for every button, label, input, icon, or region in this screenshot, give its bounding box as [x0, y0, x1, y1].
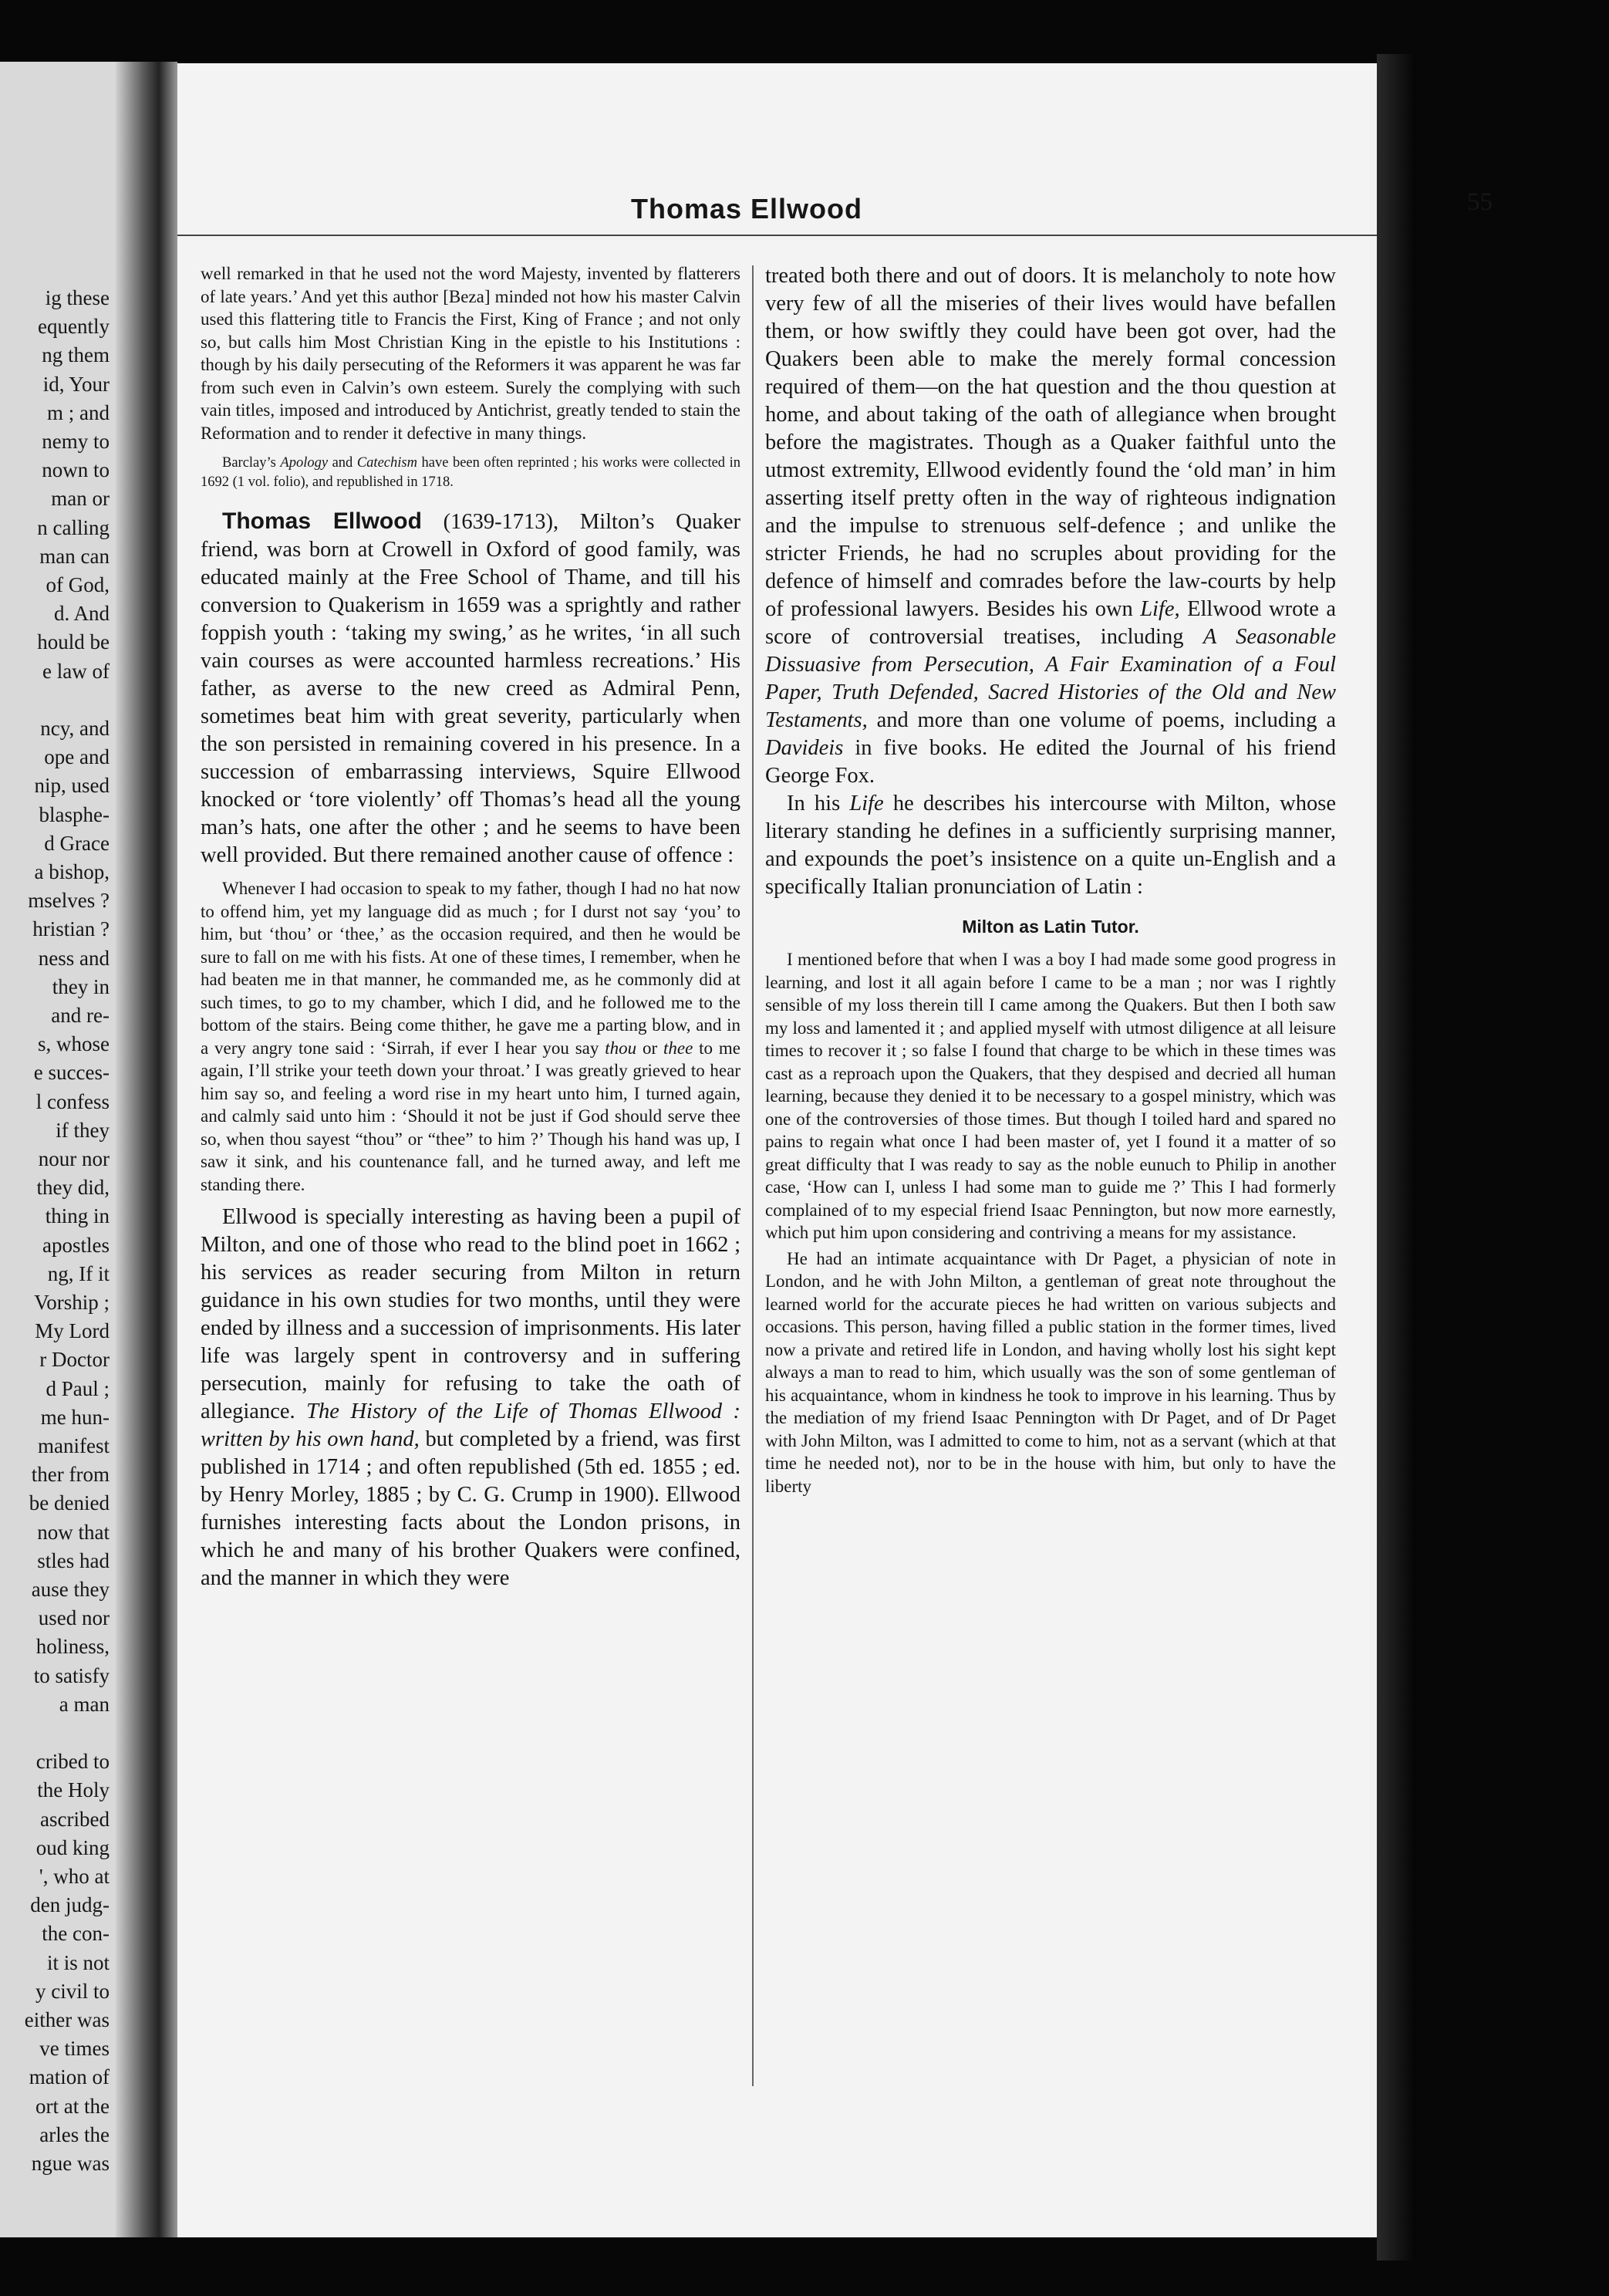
facing-page-fragment: if they — [56, 1118, 110, 1142]
facing-page-fragment: Vorship ; — [34, 1291, 110, 1314]
page-number: 55 — [1467, 188, 1493, 216]
facing-page-fragment: stles had — [37, 1548, 110, 1572]
facing-page-fragment: r Doctor — [39, 1348, 110, 1372]
facing-page-fragment: ng, If it — [47, 1261, 110, 1285]
running-title: Thomas Ellwood — [631, 193, 863, 225]
facing-page-fragment: ig these — [45, 286, 110, 309]
left-column — [201, 262, 740, 1592]
facing-page-fragment: ve times — [39, 2037, 110, 2061]
facing-page-fragment: it is not — [46, 1950, 110, 1974]
facing-page-fragment: d Paul ; — [46, 1376, 110, 1400]
facing-page-fragment: a bishop, — [34, 860, 110, 883]
facing-page-fragment: ness and — [38, 946, 110, 970]
facing-page-fragment: now that — [37, 1520, 110, 1544]
facing-page-fragment: d. And — [53, 602, 110, 626]
header-rule — [177, 235, 1377, 236]
facing-page-fragment: to satisfy — [33, 1663, 110, 1687]
facing-page-fragment: apostles — [42, 1233, 110, 1257]
facing-page-fragment: nemy to — [42, 430, 110, 453]
facing-page-fragment: e succes- — [33, 1061, 110, 1085]
facing-page-fragment: y civil to — [35, 1979, 110, 2003]
facing-page-fragment: and re- — [51, 1004, 110, 1027]
facing-page-fragment: ncy, and — [40, 717, 110, 740]
facing-page-fragment: ascribed — [40, 1807, 110, 1831]
facing-page-fragment: man can — [39, 544, 110, 568]
facing-page-fragment: holiness, — [35, 1635, 110, 1659]
facing-page-fragment: ause they — [31, 1578, 110, 1601]
facing-page-fragment: id, Your — [42, 372, 110, 396]
facing-page-fragment: n calling — [37, 515, 110, 539]
block-quote: Whenever I had occasion to speak to my father, though I had no hat now to offend him, yet my language did as much ; for I durst not say ‘you’ to him, but ‘thou’ or ‘thee,’ as the occasion required, and then he would be sure to fall on me with his fists. At one of these times, I remember, when he had beaten me in that manner, he commanded me, as he commonly did at such times, to go to my chamber, which I did, and he followed me to the bottom of the stairs. Being come thither, he gave me a parting blow, and in a very angry tone said : ‘Sirrah, if ever I hear you say thou or thee to me again, I’ll strike your teeth down your throat.’ I was greatly grieved to hear him say so, and feeling a word rise in my heart unto him, I turned again, and calmly said unto him : ‘Should it not be just if God should serve thee so, when thou sayest “thou” or “thee” to him ?’ Though his hand was up, I saw it sink, and his countenance fall, and he turned away, and left me standing there. — [201, 879, 740, 1194]
facing-page-fragment: nown to — [42, 458, 110, 482]
block-quote: He had an intimate acquaintance with Dr Paget, a physician of note in London, and he with John Milton, a gentleman of great note throughout the learned world for the accurate pieces he had written on various subjects and occasions. This person, having filled a public station in the former times, lived now a private and retired life in London, and having wholly lost his sight kept always a man to read to him, which usually was the son of some gentleman of his acquaintance, whom in kindness he took to improve in his learning. Thus by the mediation of my friend Isaac Pennington with Dr Paget, and of Dr Paget with John Milton, was I admitted to come to him, not as a servant (which at that time he needed not), nor to be in the house with him, but only to have the liberty — [765, 1248, 1336, 1496]
facing-page-fragment: used nor — [38, 1606, 110, 1630]
facing-page-fragment: they in — [52, 974, 110, 998]
facing-page-fragment: e law of — [42, 659, 110, 683]
entry-paragraph: Thomas Ellwood (1639-1713), Milton’s Quaker friend, was born at Crowell in Oxford of good family, was educated mainly at the Free School of Thame, and till his conversion to Quakerism in 1659 was a sprightly and rather foppish youth : ‘taking my swing,’ as he writes, ‘in all such vain courses as were accounted harmless recreations.’ His father, as averse to the new creed as Admiral Penn, sometimes beat him with great severity, particularly when the son persisted in remaining covered in his presence. In a succession of embarrassing interviews, Squire Ellwood knocked or ‘tore violently’ off Thomas’s head all the young man’s hats, one after the other ; and he seems to have been well provided. But there remained another cause of offence : — [201, 508, 740, 867]
facing-page-fragment: ort at the — [35, 2094, 110, 2118]
facing-page-fragment: cribed to — [35, 1750, 110, 1774]
facing-page-fragment: the con- — [42, 1922, 110, 1946]
book-gutter — [116, 62, 177, 2237]
facing-page-fragment: arles the — [39, 2122, 110, 2146]
facing-page-fragment: equently — [38, 315, 110, 339]
facing-page-fragment: manifest — [38, 1434, 110, 1457]
facing-page-fragment: l confess — [35, 1089, 110, 1113]
facing-page-fragment: hristian ? — [32, 917, 110, 941]
facing-page-fragment: oud king — [35, 1835, 110, 1859]
right-column — [765, 262, 1336, 1497]
bibliographic-note: Barclay’s Apology and Catechism have been often reprinted ; his works were collected in 1692 (1 vol. folio), and republished in 1718. — [201, 455, 740, 490]
book-cover-edge — [1377, 54, 1415, 2261]
facing-page-fragment: they did, — [36, 1176, 110, 1200]
section-subheading: Milton as Latin Tutor. — [962, 917, 1139, 937]
entry-headword: Thomas Ellwood — [222, 508, 422, 534]
facing-page-fragment: thing in — [45, 1204, 110, 1228]
facing-page-fragment: me hun- — [40, 1405, 110, 1429]
facing-page-fragment: blasphe- — [39, 802, 110, 826]
body-paragraph: In his Life he describes his intercourse with Milton, whose literary standing he defines in a sufficiently surprising manner, and expounds the poet’s insistence on a quite un-English and a specifically Italian pronunciation of Latin : — [765, 792, 1337, 899]
facing-page-fragment: ope and — [44, 745, 110, 769]
body-paragraph: treated both there and out of doors. It is melancholy to note how very few of all the miseries of their lives would have befallen them, or how swiftly they could have been got over, had the Quakers been able to make the merely formal concession required of them—on the hat question and the thou question at home, and about taking of the oath of allegiance when brought before the magistrates. Though as a Quaker faithful unto the utmost extremity, Ellwood evidently found the ‘old man’ in him asserting itself pretty often in the way of righteous indignation and the impulse to strenuous self-defence ; and unlike the stricter Friends, he had no scruples about providing for the defence of himself and comrades before the law-courts by help of professional lawyers. Besides his own Life, Ellwood wrote a score of controversial treatises, including A Seasonable Dissuasive from Persecution, A Fair Examination of a Foul Paper, Truth Defended, Sacred Histories of the Old and New Testaments, and more than one volume of poems, including a Davideis in five books. He edited the Journal of his friend George Fox. — [765, 264, 1336, 788]
facing-page-fragment: nip, used — [34, 774, 110, 798]
continued-paragraph: well remarked in that he used not the word Majesty, invented by flatterers of late years.’ And yet this author [Beza] minded not how his master Calvin used this flattering title to Francis the First, King of France ; and not only so, but calls him Most Christian King in the epistle to his Institutions : though by his daily persecuting of the Reformers it was apparent he was far from such even in Calvin’s own esteem. Surely the complying with such vain titles, imposed and introduced by Antichrist, greatly tended to stain the Reformation and to render it defective in many things. — [201, 264, 740, 443]
body-paragraph: Ellwood is specially interesting as having been a pupil of Milton, and one of those who read to the blind poet in 1662 ; his services as reader securing from Milton in return guidance in his own studies for two months, until they were ended by illness and a succession of imprisonments. His later life was largely spent in controversy and in suffering persecution, mainly for refusing to take the oath of allegiance. The History of the Life of Thomas Ellwood : written by his own hand, but completed by a friend, was first published in 1714 ; and often republished (5th ed. 1855 ; ed. by Henry Morley, 1885 ; by C. G. Crump in 1900). Ellwood furnishes interesting facts about the London prisons, in which he and many of his brother Quakers were confined, and the manner in which they were — [201, 1205, 740, 1590]
facing-page-fragment: mselves ? — [28, 889, 110, 913]
facing-page-fragment: m ; and — [47, 400, 110, 424]
facing-page-fragment: ng them — [42, 343, 110, 367]
facing-page-fragment: ', who at — [39, 1865, 110, 1888]
facing-page-fragment: mation of — [29, 2065, 110, 2089]
block-quote: I mentioned before that when I was a boy I had made some good progress in learning, and lost it all again before I came to be a man ; nor was I rightly sensible of my loss therein till I came among the Quakers. But then I both saw my loss and lamented it ; and applied myself with utmost diligence at all leisure times to recover it ; so false I found that charge to be which in these times was cast as a reproach upon the Quakers, that they despised and decried all human learning, because they denied it to be necessary to a gospel ministry, which was one of the controversies of those times. But though I toiled hard and spared no pains to regain what once I had been master of, yet I found it a matter of so great difficulty that I was ready to say as the noble eunuch to Philip in another case, ‘How can I, unless I had some man to guide me ?’ This I had formerly complained of to my especial friend Isaac Pennington, but now more earnestly, which put him upon considering and contriving a means for my assistance. — [765, 950, 1336, 1242]
book-page — [177, 63, 1493, 2237]
facing-page-edge — [0, 62, 116, 2237]
facing-page-fragment: My Lord — [35, 1319, 110, 1343]
facing-page-fragment: ngue was — [31, 2152, 110, 2175]
facing-page-fragment: s, whose — [38, 1032, 110, 1056]
facing-page-fragment: d Grace — [44, 831, 110, 855]
facing-page-fragment: den judg- — [30, 1893, 110, 1917]
facing-page-fragment: nour nor — [38, 1147, 110, 1170]
facing-page-fragment: hould be — [37, 630, 110, 654]
column-rule — [752, 265, 754, 2086]
facing-page-fragment: of God, — [46, 573, 110, 596]
facing-page-fragment: man or — [51, 487, 110, 511]
facing-page-fragment: a man — [59, 1692, 110, 1716]
facing-page-fragment: either was — [24, 2008, 110, 2031]
facing-page-fragment: be denied — [29, 1491, 110, 1515]
facing-page-fragment: the Holy — [37, 1778, 110, 1802]
facing-page-fragment: ther from — [31, 1463, 110, 1487]
